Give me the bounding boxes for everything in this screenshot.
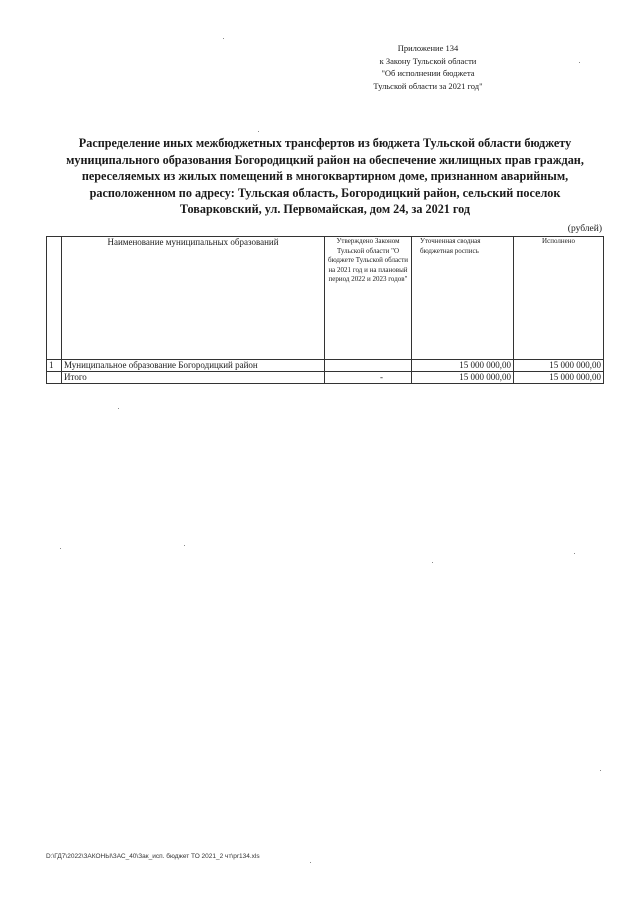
header-name: Наименование муниципальных образований xyxy=(62,237,325,360)
title-line: муниципального образования Богородицкий район на обеспечение жилищных прав граждан, xyxy=(66,152,584,167)
table-header-row xyxy=(47,237,604,360)
scan-speck xyxy=(432,562,433,563)
appendix-line: к Закону Тульской области xyxy=(379,55,477,66)
total-approved: - xyxy=(325,372,412,384)
scan-speck xyxy=(579,62,580,63)
cell-approved xyxy=(325,360,412,372)
total-executed: 15 000 000,00 xyxy=(514,372,604,384)
total-refined: 15 000 000,00 xyxy=(412,372,514,384)
document-title xyxy=(50,135,600,218)
header-refined: Уточненная сводная бюджетная роспись xyxy=(412,237,514,360)
header-executed: Исполнено xyxy=(514,237,604,360)
scan-speck xyxy=(258,131,259,132)
table-row xyxy=(47,360,604,372)
scan-speck xyxy=(60,548,61,549)
scan-speck xyxy=(310,862,311,863)
cell-num: 1 xyxy=(47,360,62,372)
appendix-line: Тульской области за 2021 год" xyxy=(373,80,483,91)
title-line: переселяемых из жилых помещений в многоквартирном доме, признанном аварийным, xyxy=(81,169,569,183)
header-num xyxy=(47,237,62,360)
scan-speck xyxy=(223,38,224,39)
appendix-line: "Об исполнении бюджета xyxy=(381,68,475,78)
file-path: D:\ГД7\2022\ЗАКОНЫ\ЗАС_40\Зак_исп. бюджет ТО 2021_2 чт\pr134.xls xyxy=(46,853,260,860)
total-num xyxy=(47,372,62,384)
scan-speck xyxy=(184,545,185,546)
title-line: Товарковский, ул. Первомайская, дом 24, за 2021 год xyxy=(179,202,471,216)
cell-refined: 15 000 000,00 xyxy=(412,360,514,372)
title-line: расположенном по адресу: Тульская область, Богородицкий район, сельский поселок xyxy=(89,185,561,200)
cell-name: Муниципальное образование Богородицкий район xyxy=(62,360,325,372)
cell-executed: 15 000 000,00 xyxy=(514,360,604,372)
scan-speck xyxy=(574,553,575,554)
budget-table xyxy=(46,236,604,384)
title-line: Распределение иных межбюджетных трансфертов из бюджета Тульской области бюджету xyxy=(78,136,572,150)
appendix-line: Приложение 134 xyxy=(397,43,459,53)
units-label: (рублей) xyxy=(567,224,602,234)
header-approved: Утверждено Законом Тульской области "О бюджете Тульской области на 2021 год и на плановый период 2022 и 2023 годов" xyxy=(325,237,412,360)
scan-speck xyxy=(118,408,119,409)
total-name: Итого xyxy=(62,372,325,384)
table-total-row xyxy=(47,372,604,384)
scan-speck xyxy=(600,770,601,771)
appendix-block xyxy=(328,42,528,92)
